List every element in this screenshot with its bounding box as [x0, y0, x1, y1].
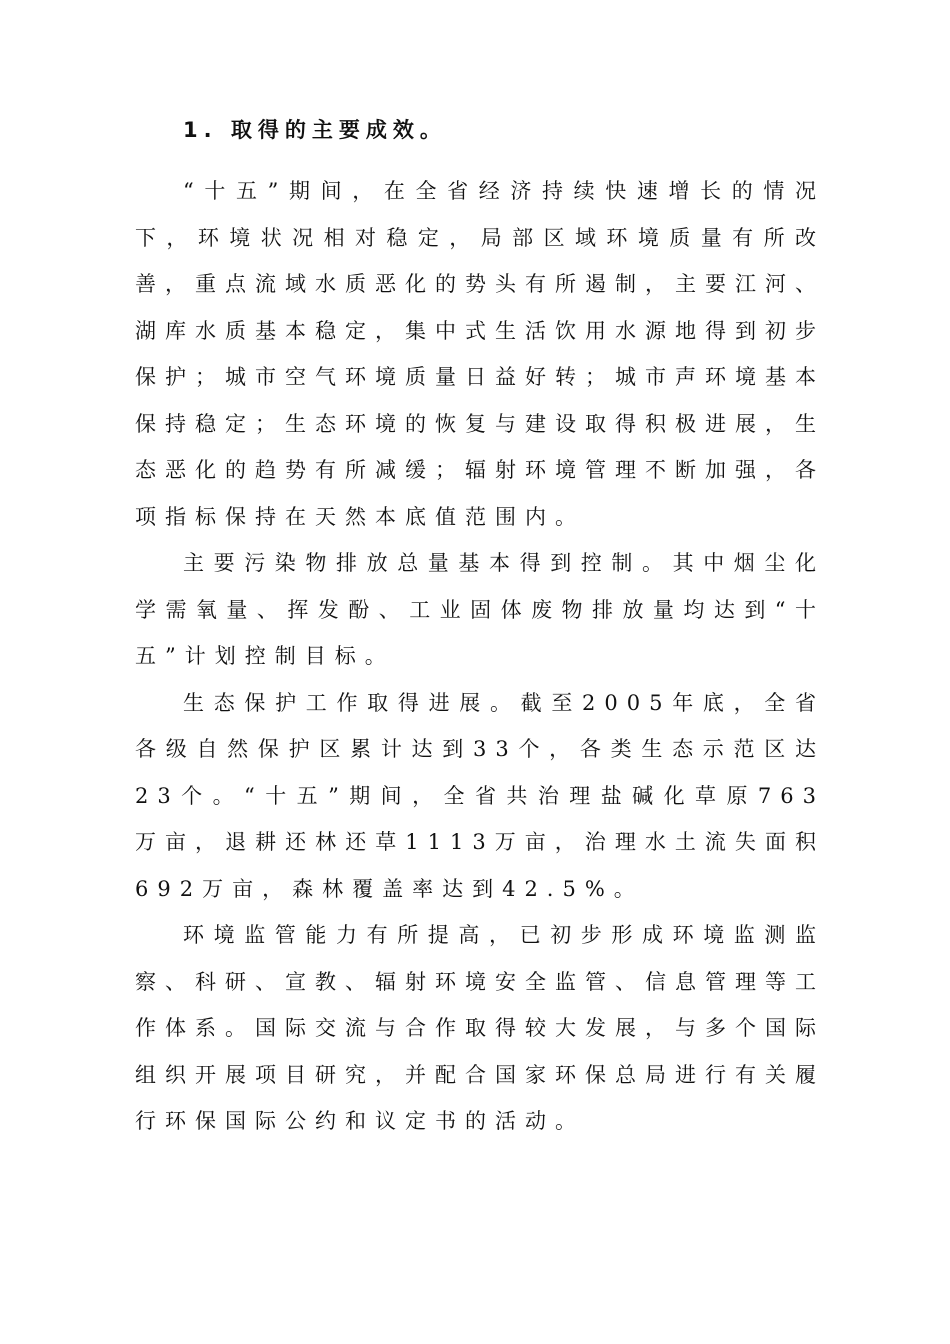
document-body — [135, 168, 825, 1145]
paragraph-pollutant-control: 主要污染物排放总量基本得到控制。其中烟尘化学需氧量、挥发酚、工业固体废物排放量均达到“十五”计划控制目标。 — [135, 551, 825, 668]
paragraph-ecological-protection: 生态保护工作取得进展。截至2005年底，全省各级自然保护区累计达到33个，各类生态示范区达23个。“十五”期间，全省共治理盐碱化草原763万亩，退耕还林还草1113万亩，治理水土流失面积692万亩，森林覆盖率达到42.5%。 — [135, 690, 825, 901]
paragraph-environment-status: “十五”期间，在全省经济持续快速增长的情况下，环境状况相对稳定，局部区域环境质量有所改善，重点流域水质恶化的势头有所遏制，主要江河、湖库水质基本稳定，集中式生活饮用水源地得到初步保护；城市空气环境质量日益好转；城市声环境基本保持稳定；生态环境的恢复与建设取得积极进展，生态恶化的趋势有所减缓；辐射环境管理不断加强，各项指标保持在天然本底值范围内。 — [135, 179, 825, 529]
paragraph-supervision-capacity: 环境监管能力有所提高，已初步形成环境监测监察、科研、宣教、辐射环境安全监管、信息管理等工作体系。国际交流与合作取得较大发展，与多个国际组织开展项目研究，并配合国家环保总局进行有关履行环保国际公约和议定书的活动。 — [135, 923, 825, 1133]
section-heading: 1. 取得的主要成效。 — [183, 118, 447, 142]
